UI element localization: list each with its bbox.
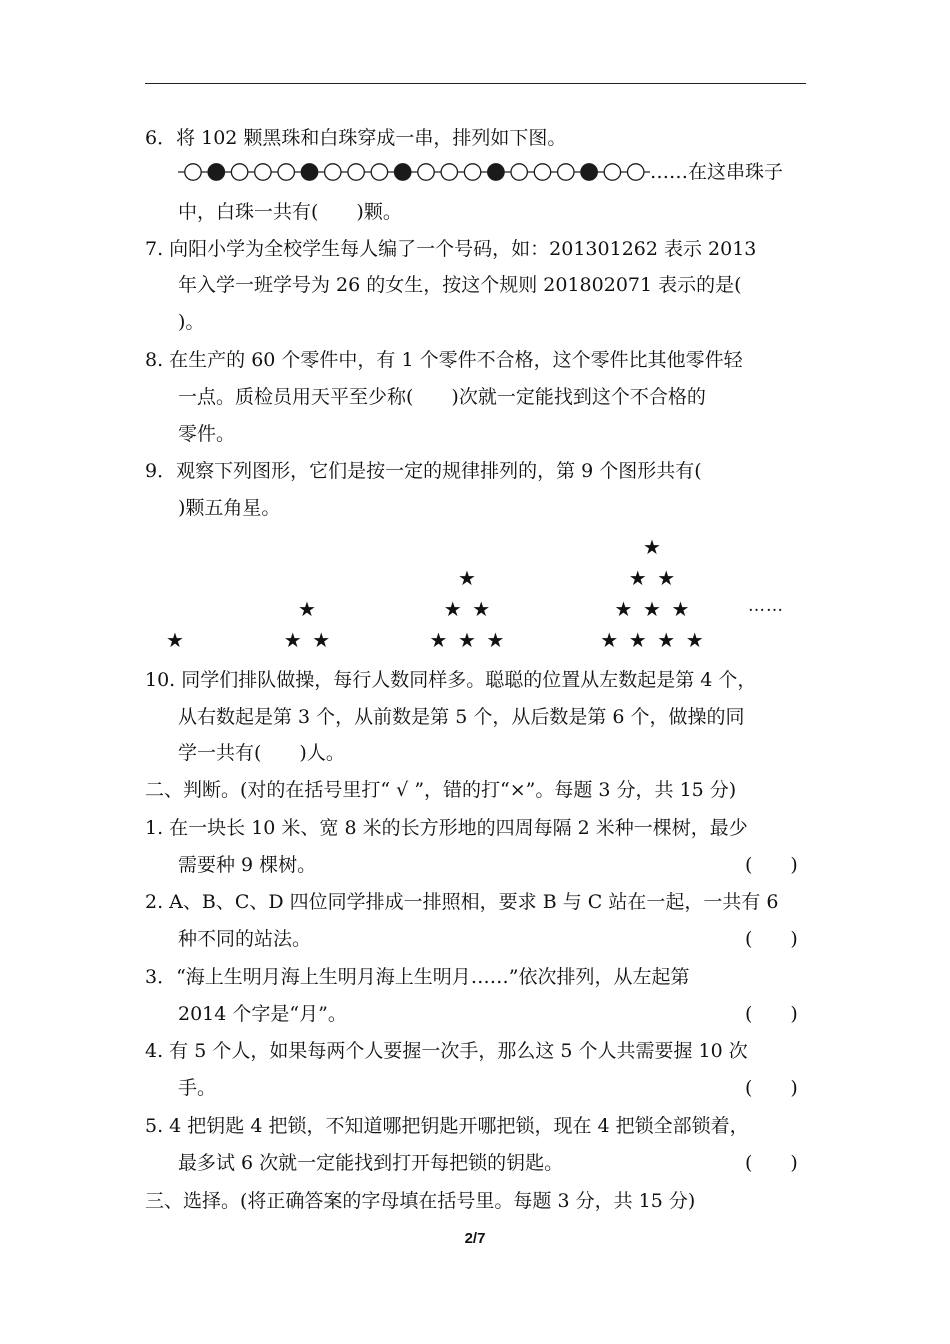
q7-line-3: )。 (178, 311, 205, 333)
star-figure-4-star: ★ (628, 628, 647, 652)
star-figure-1-star: ★ (166, 628, 184, 652)
judge-item-4-line-1: 4. 有 5 个人，如果每两个人要握一次手，那么这 5 个人共需要握 10 次 (145, 1040, 748, 1062)
judge-item-4-answer-blank[interactable]: ( ) (745, 1077, 798, 1099)
q8-line-2: 一点。质检员用天平至少称( )次就一定能找到这个不合格的 (178, 386, 706, 408)
white-bead (371, 164, 387, 180)
star-pattern-ellipsis: …… (748, 596, 784, 616)
white-bead (558, 164, 574, 180)
judge-item-3-answer-blank[interactable]: ( ) (745, 1003, 798, 1025)
white-bead (418, 164, 434, 180)
judge-item-3-line-1: 3．“海上生明月海上生明月海上生明月……”依次排列，从左起第 (145, 966, 690, 988)
black-bead (581, 164, 597, 180)
star-figure-4-star: ★ (657, 566, 676, 590)
white-bead (348, 164, 364, 180)
white-bead (628, 164, 644, 180)
q7-line-1: 7. 向阳小学为全校学生每人编了一个号码，如：201301262 表示 2013 (145, 238, 757, 260)
star-figure-4-star: ★ (628, 566, 647, 590)
white-bead (278, 164, 294, 180)
q8-line-1: 8. 在生产的 60 个零件中，有 1 个零件不合格，这个零件比其他零件轻 (145, 349, 743, 371)
black-bead (395, 164, 411, 180)
black-bead (208, 164, 224, 180)
header-rule (145, 83, 806, 84)
section-2-heading: 二、判断。(对的在括号里打“ √ ”，错的打“×”。每题 3 分，共 15 分) (145, 779, 737, 801)
q10-line-2: 从右数起是第 3 个，从前数是第 5 个，从后数是第 6 个，做操的同 (178, 706, 745, 728)
star-figure-3-star: ★ (458, 628, 476, 652)
section-3-heading: 三、选择。(将正确答案的字母填在括号里。每题 3 分，共 15 分) (145, 1190, 696, 1212)
star-figure-4-star: ★ (600, 628, 619, 652)
star-figure-4-star: ★ (657, 628, 676, 652)
bead-string-figure (178, 160, 650, 184)
star-figure-3-star: ★ (486, 628, 505, 652)
q9-line-2: )颗五角星。 (178, 497, 281, 519)
judge-item-1-answer-blank[interactable]: ( ) (745, 854, 798, 876)
q7-line-2: 年入学一班学号为 26 的女生，按这个规则 201802071 表示的是( (178, 274, 742, 296)
star-figure-2-star: ★ (298, 597, 316, 621)
judge-item-5-answer-blank[interactable]: ( ) (745, 1152, 798, 1174)
white-bead (441, 164, 457, 180)
star-figure-3-star: ★ (429, 628, 448, 652)
white-bead (325, 164, 341, 180)
star-figure-2-star: ★ (283, 628, 302, 652)
white-bead (604, 164, 620, 180)
black-bead (301, 164, 317, 180)
star-figure-4-star: ★ (685, 628, 704, 652)
star-figure-3-star: ★ (443, 597, 462, 621)
bead-string-continuation: ……在这串珠子 (650, 161, 784, 183)
judge-item-5-line-1: 5. 4 把钥匙 4 把锁，不知道哪把钥匙开哪把锁，现在 4 把锁全部锁着， (145, 1115, 749, 1137)
white-bead (185, 164, 201, 180)
star-figure-4-star: ★ (671, 597, 690, 621)
page-number: 2/7 (464, 1230, 486, 1247)
q8-line-3: 零件。 (178, 423, 236, 445)
star-figure-4-star: ★ (643, 597, 661, 621)
judge-item-4-line-2: 手。 (178, 1077, 217, 1099)
judge-item-2-line-1: 2. A、B、C、D 四位同学排成一排照相，要求 B 与 C 站在一起，一共有 6 (145, 891, 779, 913)
white-bead (511, 164, 527, 180)
star-figure-2-star: ★ (312, 628, 331, 652)
q10-line-3: 学一共有( )人。 (178, 742, 345, 764)
white-bead (231, 164, 247, 180)
judge-item-2-line-2: 种不同的站法。 (178, 928, 312, 950)
white-bead (255, 164, 271, 180)
white-bead (534, 164, 550, 180)
star-figure-4-star: ★ (614, 597, 633, 621)
judge-item-3-line-2: 2014 个字是“月”。 (178, 1003, 347, 1025)
white-bead (464, 164, 480, 180)
star-figure-3-star: ★ (458, 566, 476, 590)
q6-line-2: 中，白珠一共有( )颗。 (178, 201, 402, 223)
judge-item-5-line-2: 最多试 6 次就一定能找到打开每把锁的钥匙。 (178, 1152, 564, 1174)
star-figure-3-star: ★ (472, 597, 491, 621)
q10-line-1: 10. 同学们排队做操，每行人数同样多。聪聪的位置从左数起是第 4 个， (145, 669, 757, 691)
q9-line-1: 9．观察下列图形，它们是按一定的规律排列的，第 9 个图形共有( (145, 460, 702, 482)
star-figure-4-star: ★ (643, 535, 661, 559)
q6-line-1: 6．将 102 颗黑珠和白珠穿成一串，排列如下图。 (145, 127, 567, 149)
black-bead (488, 164, 504, 180)
judge-item-1-line-1: 1. 在一块长 10 米、宽 8 米的长方形地的四周每隔 2 米种一棵树，最少 (145, 817, 748, 839)
judge-item-2-answer-blank[interactable]: ( ) (745, 928, 798, 950)
judge-item-1-line-2: 需要种 9 棵树。 (178, 854, 317, 876)
